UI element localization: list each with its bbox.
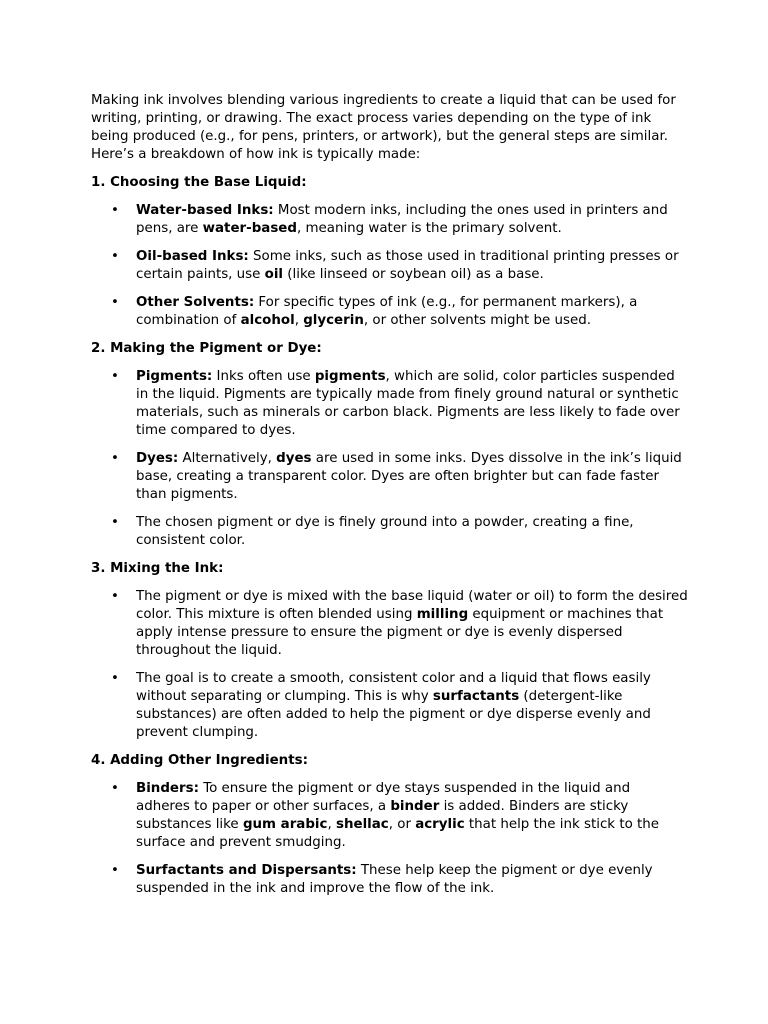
document-sections (91, 174, 688, 898)
body-text: Inks often use (212, 369, 315, 384)
body-text: , (327, 817, 336, 832)
body-text: (like linseed or soybean oil) as a base. (283, 267, 544, 282)
list-item (91, 780, 688, 852)
body-text: Some inks, such as those used in traditional printing presses or certain paints, use (136, 249, 679, 282)
bullet-icon: • (111, 451, 119, 466)
bullet-icon: • (111, 863, 119, 878)
intro-paragraph: Making ink involves blending various ingredients to create a liquid that can be used for writing, printing, or drawing. The exact process varies depending on the type of ink being produced (e.g., for pens, printers, or artwork), but the general steps are similar. Here’s a breakdown of how ink is typically made: (91, 93, 676, 162)
bullet-list (91, 368, 688, 550)
body-text: , which are solid, color particles suspended in the liquid. Pigments are typically made from finely ground natural or synthetic materials, such as minerals or carbon black. Pigments are less likely to fade over time compared to dyes. (136, 369, 680, 438)
body-text: Most modern inks, including the ones used in printers and pens, are (136, 203, 668, 236)
body-text: The pigment or dye is mixed with the base liquid (water or oil) to form the desired color. This mixture is often blended using (136, 589, 688, 622)
list-item (91, 368, 688, 440)
bullet-icon: • (111, 203, 119, 218)
section-heading: 4. Adding Other Ingredients: (91, 753, 308, 768)
body-text: is added. Binders are sticky substances like (136, 799, 629, 832)
list-item (91, 670, 688, 742)
list-item (91, 248, 688, 284)
body-text: Alternatively, (178, 451, 277, 466)
section-heading: 2. Making the Pigment or Dye: (91, 341, 322, 356)
list-item (91, 588, 688, 660)
body-text: For specific types of ink (e.g., for permanent markers), a combination of (136, 295, 638, 328)
bullet-icon: • (111, 589, 119, 604)
body-text: The goal is to create a smooth, consistent color and a liquid that flows easily without separating or clumping. This is why (136, 671, 651, 704)
bold-text: Binders: (136, 781, 199, 796)
bold-text: dyes (276, 451, 312, 466)
bullet-icon: • (111, 295, 119, 310)
bold-text: Other Solvents: (136, 295, 255, 310)
bold-text: milling (416, 607, 469, 622)
section-heading: 3. Mixing the Ink: (91, 561, 224, 576)
bold-text: Pigments: (136, 369, 213, 384)
body-text: The chosen pigment or dye is finely ground into a powder, creating a fine, consistent color. (136, 515, 634, 548)
bold-text: gum arabic (242, 817, 328, 832)
bold-text: Oil-based Inks: (136, 249, 249, 264)
list-item (91, 450, 688, 504)
bold-text: surfactants (432, 689, 520, 704)
body-text: that help the ink stick to the surface and prevent smudging. (136, 817, 659, 850)
list-item (91, 202, 688, 238)
body-text: To ensure the pigment or dye stays suspended in the liquid and adheres to paper or other surfaces, a (136, 781, 631, 814)
bullet-list (91, 780, 688, 898)
bullet-icon: • (111, 369, 119, 384)
bold-text: shellac (335, 817, 389, 832)
body-text: , meaning water is the primary solvent. (296, 221, 562, 236)
bullet-list (91, 202, 688, 330)
list-item (91, 514, 688, 550)
bold-text: Surfactants and Dispersants: (136, 863, 357, 878)
body-text: , or other solvents might be used. (363, 313, 591, 328)
bold-text: pigments (314, 369, 386, 384)
bold-text: acrylic (415, 817, 465, 832)
body-text: , or (388, 817, 416, 832)
bold-text: Dyes: (136, 451, 179, 466)
bullet-list (91, 588, 688, 742)
bold-text: alcohol (240, 313, 295, 328)
bullet-icon: • (111, 249, 119, 264)
bullet-icon: • (111, 671, 119, 686)
list-item (91, 862, 688, 898)
body-text: (detergent-like substances) are often added to help the pigment or dye disperse evenly and prevent clumping. (136, 689, 651, 740)
list-item (91, 294, 688, 330)
body-text: , (294, 313, 304, 328)
bullet-icon: • (111, 781, 119, 796)
bold-text: water-based (202, 221, 297, 236)
bold-text: glycerin (303, 313, 364, 328)
bold-text: binder (390, 799, 440, 814)
bullet-icon: • (111, 515, 119, 530)
body-text: equipment or machines that apply intense pressure to ensure the pigment or dye is evenly dispersed throughout the liquid. (136, 607, 664, 658)
body-text: These help keep the pigment or dye evenly suspended in the ink and improve the flow of the ink. (136, 863, 653, 896)
body-text: are used in some inks. Dyes dissolve in the ink’s liquid base, creating a transparent color. Dyes are often brighter but can fade faster than pigments. (136, 451, 682, 502)
bold-text: oil (264, 267, 284, 282)
section-heading: 1. Choosing the Base Liquid: (91, 175, 307, 190)
bold-text: Water-based Inks: (136, 203, 274, 218)
